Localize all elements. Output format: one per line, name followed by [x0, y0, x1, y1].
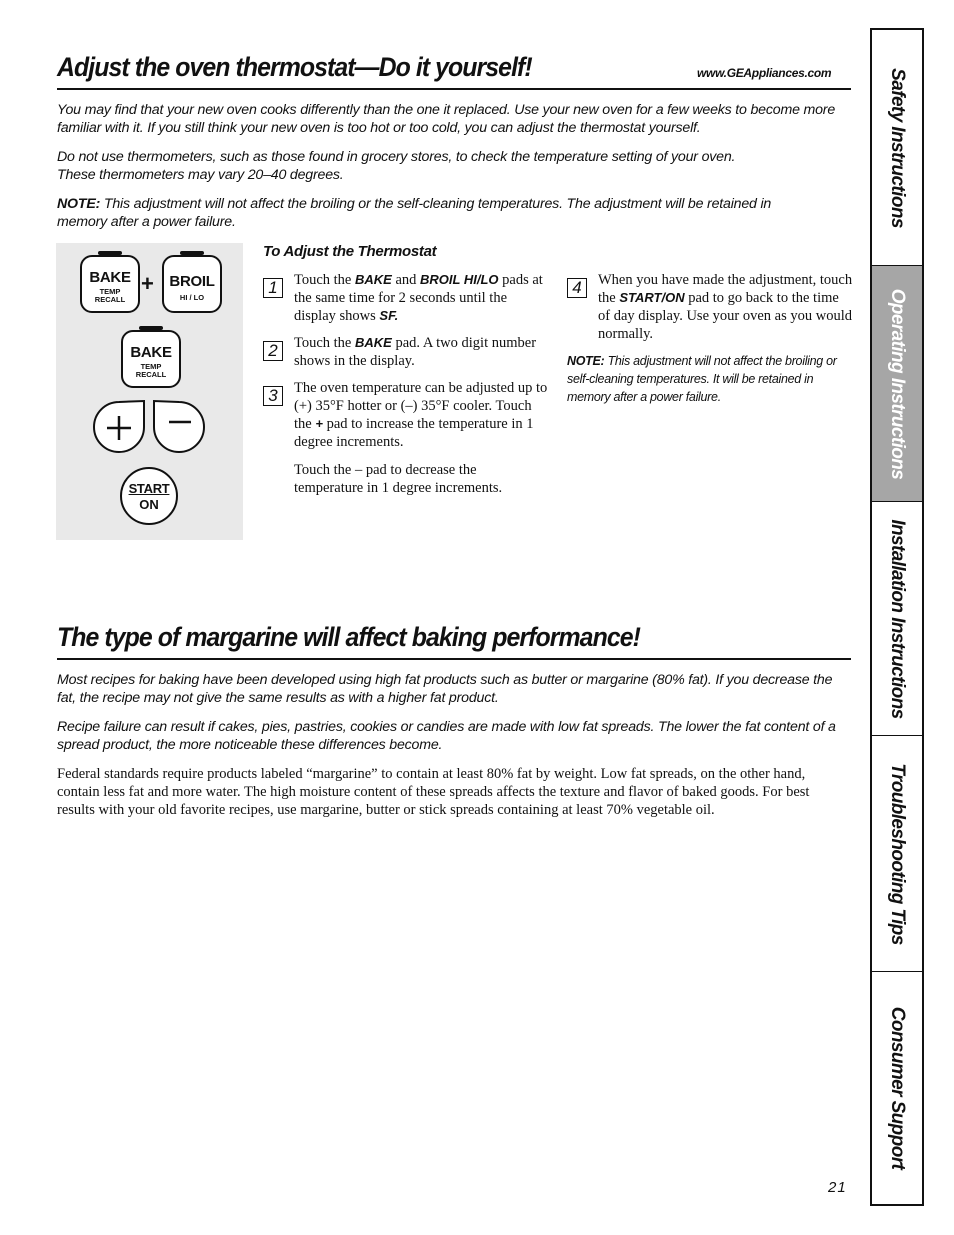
bake-key-2 — [121, 330, 181, 388]
tab-label: Installation Instructions — [887, 518, 908, 719]
broil-key-label: BROIL — [169, 273, 215, 290]
plus-ref: + — [315, 416, 323, 431]
thermometer-warning — [57, 148, 857, 184]
page-number: 21 — [828, 1179, 847, 1196]
tab-installation-instructions[interactable] — [872, 502, 922, 736]
broil-ref: BROIL HI/LO — [420, 272, 499, 287]
keypad-illustration — [56, 243, 243, 540]
website-url[interactable]: www.GEAppliances.com — [697, 66, 832, 80]
steps-note-label: NOTE: — [567, 354, 605, 368]
bake-ref: BAKE — [355, 272, 392, 287]
bake-key-sub1: TEMP — [99, 287, 121, 296]
intro-section — [57, 101, 857, 231]
on-key-label: ON — [139, 497, 159, 512]
step-2-number: 2 — [263, 341, 283, 361]
start-on-key — [120, 467, 178, 525]
thermometer-warning-line1: Do not use thermometers, such as those found in grocery stores, to check the temperature setting of your oven. — [57, 149, 736, 165]
broil-key-sub: HI / LO — [179, 293, 205, 302]
side-tabs — [870, 28, 924, 1206]
tab-label: Operating Instructions — [887, 288, 908, 479]
steps-heading: To Adjust the Thermostat — [263, 243, 437, 260]
bake-ref-2: BAKE — [355, 335, 392, 350]
sf-ref: SF. — [379, 308, 399, 323]
margarine-rule — [57, 658, 851, 660]
bake-key — [80, 255, 140, 313]
broil-key — [162, 255, 222, 313]
plus-key-icon — [90, 397, 148, 455]
step-1-text: Touch the BAKE and BROIL HI/LO pads at the same time for 2 seconds until the display shows SF. — [294, 272, 543, 324]
intro-paragraph: You may find that your new oven cooks differently than the one it replaced. Use your new oven for a few weeks to become more familiar with it. If you still think your new oven is too hot or too cold, you can adjust the thermostat yourself. — [57, 102, 836, 136]
step-4-number: 4 — [567, 278, 587, 298]
margarine-title: The type of margarine will affect baking performance! — [57, 622, 640, 652]
step-3-text: The oven temperature can be adjusted up to (+) 35°F hotter or (–) 35°F cooler. Touch the + pad to increase the temperature in 1 degree increments. — [294, 380, 548, 450]
plus-between-keys: + — [141, 271, 154, 296]
tab-label: Troubleshooting Tips — [887, 762, 908, 945]
margarine-paragraph-3: Federal standards require products labeled “margarine” to contain at least 80% fat by weight. Low fat spreads, on the other hand, contain less fat and more water. The high moisture content of these spreads affects the texture and flavor of baked goods. For best results with your old favorite recipes, use margarine, butter or stick spreads containing at least 70% vegetable oil. — [57, 766, 810, 818]
minus-key-icon — [150, 397, 208, 455]
bake-key-sub2: RECALL — [94, 295, 126, 304]
step-3-number: 3 — [263, 386, 283, 406]
intro-note-text: This adjustment will not affect the broiling or the self-cleaning temperatures. The adjustment will be retained in memory after a power failure. — [57, 196, 772, 230]
tab-label: Safety Instructions — [887, 67, 908, 228]
intro-note-label: NOTE: — [57, 196, 101, 212]
tab-safety-instructions[interactable] — [872, 30, 922, 266]
title-rule — [57, 88, 851, 90]
bake-key-label: BAKE — [89, 269, 131, 286]
margarine-paragraph-2: Recipe failure can result if cakes, pies, pastries, cookies or candies are made with low fat spreads. The lower the fat content of a spread product, the more noticeable these differences become. — [57, 719, 836, 753]
step-3-text-cont: Touch the – pad to decrease the temperature in 1 degree increments. — [294, 462, 503, 496]
bake-key-2-label: BAKE — [130, 344, 172, 361]
margarine-paragraph-1: Most recipes for baking have been developed using high fat products such as butter or margarine (80% fat). If you decrease the fat, the recipe may not give the same results as with a higher fat product. — [57, 672, 833, 706]
start-on-ref: START/ON — [619, 290, 685, 305]
tab-label: Consumer Support — [887, 1006, 908, 1170]
tab-operating-instructions[interactable] — [872, 266, 922, 502]
start-key-label: START — [128, 481, 170, 496]
step-2-text: Touch the BAKE pad. A two digit number shows in the display. — [294, 335, 537, 369]
steps-note-text: This adjustment will not affect the broiling or self-cleaning temperatures. It will be retained in memory after a power failure. — [567, 354, 837, 404]
step-1-number: 1 — [263, 278, 283, 298]
page-title: Adjust the oven thermostat—Do it yourself! — [57, 52, 532, 82]
bake-key-2-sub2: RECALL — [135, 370, 167, 379]
bake-key-2-sub1: TEMP — [140, 362, 162, 371]
tab-troubleshooting-tips[interactable] — [872, 736, 922, 972]
intro-note — [57, 195, 817, 231]
steps-note — [567, 352, 847, 406]
step-4-text: When you have made the adjustment, touch the START/ON pad to go back to the time of day display. Use your oven as you would normally. — [598, 272, 853, 342]
tab-consumer-support[interactable] — [872, 972, 922, 1204]
thermometer-warning-line2: These thermometers may vary 20–40 degrees. — [57, 167, 344, 183]
